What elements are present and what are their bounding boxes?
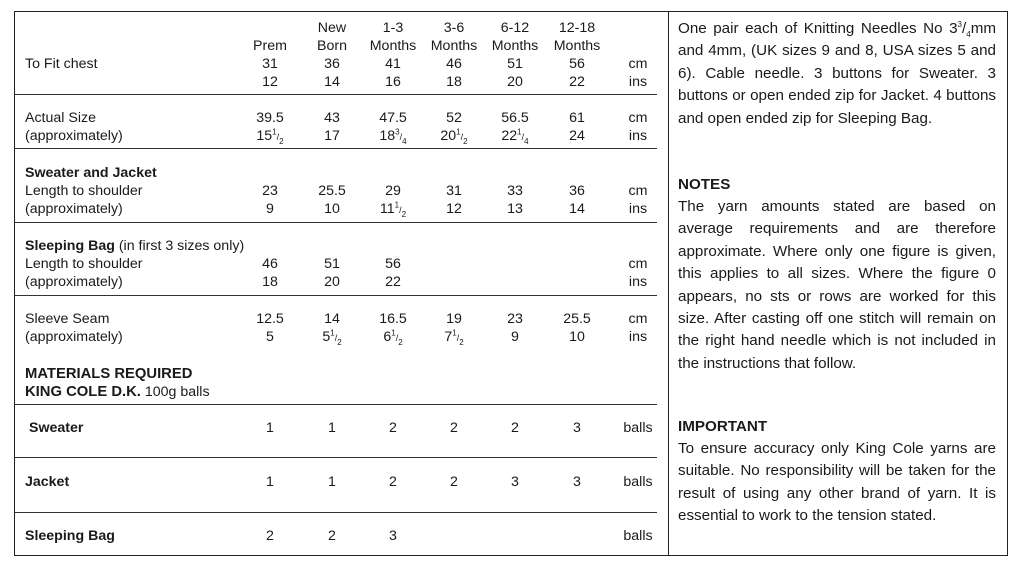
section-heading xyxy=(25,237,244,255)
cell xyxy=(238,328,302,346)
cell xyxy=(545,127,609,145)
yarn-label xyxy=(25,383,210,401)
size-header: 6-12 xyxy=(500,20,530,36)
fraction-slash: / xyxy=(276,132,280,142)
whole-number: 22 xyxy=(501,128,518,144)
fraction-denominator: 2 xyxy=(459,337,464,347)
cell: 46 xyxy=(262,256,278,272)
cell: 2 xyxy=(450,420,458,436)
row-divider xyxy=(14,512,657,513)
whole-number: 13 xyxy=(507,201,523,217)
cell xyxy=(361,328,425,347)
cell: 14 xyxy=(324,74,340,90)
cell xyxy=(361,200,425,219)
whole-number: 18 xyxy=(379,128,396,144)
whole-number: 10 xyxy=(569,329,585,345)
fraction-numerator: 1 xyxy=(391,328,396,338)
unit-label: ins xyxy=(628,201,648,217)
size-header: Months xyxy=(369,38,417,54)
cell: 18 xyxy=(262,274,278,290)
whole-number: 9 xyxy=(511,329,519,345)
size-header: Prem xyxy=(253,38,287,54)
cell: 33 xyxy=(507,183,523,199)
fraction-slash: / xyxy=(395,333,399,343)
needles-frac-den: 4 xyxy=(966,30,971,40)
whole-number: 5 xyxy=(266,329,274,345)
cell: 56 xyxy=(569,56,585,72)
cell: 51 xyxy=(324,256,340,272)
cell: 1 xyxy=(266,420,274,436)
whole-number: 14 xyxy=(569,201,585,217)
cell: 22 xyxy=(569,74,585,90)
cell xyxy=(545,328,609,346)
fraction-denominator: 2 xyxy=(398,337,403,347)
cell: 16 xyxy=(385,74,401,90)
row-label: Length to shoulder xyxy=(25,256,143,272)
fraction-numerator: 1 xyxy=(517,127,522,137)
cell: 20 xyxy=(324,274,340,290)
yarn-weight: 100g balls xyxy=(140,384,210,400)
cell: 2 xyxy=(266,528,274,544)
row-label: Sleeve Seam xyxy=(25,311,110,327)
materials-heading: MATERIALS REQUIRED xyxy=(25,366,193,382)
cell: 43 xyxy=(324,110,340,126)
row-divider xyxy=(14,94,657,95)
needles-text-a: One pair each of Knitting Needles No 3 xyxy=(678,20,958,37)
fraction-slash: / xyxy=(399,205,402,215)
whole-number: 7 xyxy=(444,329,453,345)
unit-label: cm xyxy=(628,183,648,199)
row-label: To Fit chest xyxy=(25,56,98,72)
cell xyxy=(422,328,486,347)
cell: 51 xyxy=(507,56,523,72)
whole-number: 9 xyxy=(266,201,274,217)
cell xyxy=(483,200,547,218)
cell: 23 xyxy=(262,183,278,199)
size-header: New xyxy=(317,20,347,36)
cell: 56.5 xyxy=(501,110,529,126)
cell: 25.5 xyxy=(563,311,591,327)
size-header: Months xyxy=(553,38,601,54)
cell: 1 xyxy=(266,474,274,490)
size-header: 3-6 xyxy=(443,20,465,36)
unit-label: ins xyxy=(628,329,648,345)
important-heading: IMPORTANT xyxy=(678,418,768,435)
row-divider xyxy=(14,295,657,296)
cell: 29 xyxy=(385,183,401,199)
cell: 41 xyxy=(385,56,401,72)
fraction-numerator: 1 xyxy=(452,328,457,338)
cell: 25.5 xyxy=(318,183,346,199)
cell xyxy=(422,200,486,218)
whole-number: 17 xyxy=(324,128,340,144)
cell xyxy=(483,127,547,146)
cell: 20 xyxy=(507,74,523,90)
size-header: Months xyxy=(430,38,478,54)
cell: 3 xyxy=(573,420,581,436)
cell: 1 xyxy=(328,474,336,490)
fraction-denominator: 2 xyxy=(463,136,468,146)
cell: 1 xyxy=(328,420,336,436)
row-divider xyxy=(14,404,657,405)
fraction-denominator: 2 xyxy=(337,337,342,347)
unit-label: balls xyxy=(623,474,653,490)
important-text: To ensure accuracy only King Cole yarns are suitable. No responsibility will be taken for the result of using any other brand of yarn. It is essential to work to the tension stated. xyxy=(678,440,996,525)
cell: 2 xyxy=(511,420,519,436)
cell xyxy=(300,127,364,145)
cell xyxy=(483,328,547,346)
cell: 16.5 xyxy=(379,311,407,327)
cell: 31 xyxy=(446,183,462,199)
cell: 47.5 xyxy=(379,110,407,126)
section-heading-note: (in first 3 sizes only) xyxy=(114,238,245,254)
cell: 61 xyxy=(569,110,585,126)
row-divider xyxy=(14,457,657,458)
material-item-name: Sweater xyxy=(29,420,84,436)
fraction-slash: / xyxy=(521,132,525,142)
whole-number: 5 xyxy=(322,329,331,345)
cell xyxy=(238,200,302,218)
row-divider xyxy=(14,222,657,223)
cell: 3 xyxy=(389,528,397,544)
fraction-numerator: 1 xyxy=(330,328,335,338)
unit-label: cm xyxy=(628,56,648,72)
cell: 52 xyxy=(446,110,462,126)
whole-number: 15 xyxy=(256,128,273,144)
size-header: 12-18 xyxy=(558,20,596,36)
cell xyxy=(300,328,364,347)
fraction-numerator: 3 xyxy=(395,127,400,137)
material-item-name: Jacket xyxy=(25,474,70,490)
cell: 14 xyxy=(324,311,340,327)
whole-number: 20 xyxy=(440,128,457,144)
whole-number: 6 xyxy=(383,329,392,345)
row-label: Length to shoulder xyxy=(25,183,143,199)
yarn-name: KING COLE D.K. xyxy=(25,384,141,400)
cell xyxy=(545,200,609,218)
notes-heading: NOTES xyxy=(678,176,731,193)
cell: 2 xyxy=(450,474,458,490)
size-header: 1-3 xyxy=(382,20,404,36)
cell: 39.5 xyxy=(256,110,284,126)
cell: 36 xyxy=(324,56,340,72)
cell: 3 xyxy=(573,474,581,490)
unit-label: cm xyxy=(628,256,648,272)
cell xyxy=(422,127,486,146)
unit-label: cm xyxy=(628,311,648,327)
unit-label: balls xyxy=(623,528,653,544)
fraction-denominator: 2 xyxy=(279,136,284,146)
fraction-numerator: 1 xyxy=(272,127,277,137)
cell: 22 xyxy=(385,274,401,290)
cell: 36 xyxy=(569,183,585,199)
cell xyxy=(238,127,302,146)
unit-label: ins xyxy=(628,274,648,290)
size-header: Born xyxy=(317,38,347,54)
cell: 12 xyxy=(262,74,278,90)
notes-text: The yarn amounts stated are based on average requirements and are therefore approximate. Where only one figure is given, this applies to all sizes. Where the figure 0 appears, no sts or rows are worked for this size. After casting off one stitch will remain on the right hand needle which is not included in the instructions that follow. xyxy=(678,198,996,372)
needles-frac-num: 3 xyxy=(957,19,962,29)
cell: 31 xyxy=(262,56,278,72)
section-heading: Sweater and Jacket xyxy=(25,165,157,181)
fraction-numerator: 1 xyxy=(456,127,461,137)
whole-number: 10 xyxy=(324,201,340,217)
row-sublabel: (approximately) xyxy=(25,329,123,345)
cell: 23 xyxy=(507,311,523,327)
section-heading-bold: Sleeping Bag xyxy=(25,238,115,254)
row-sublabel: (approximately) xyxy=(25,201,123,217)
whole-number: 12 xyxy=(446,201,462,217)
fraction-denominator: 4 xyxy=(524,136,529,146)
cell: 19 xyxy=(446,311,462,327)
cell: 2 xyxy=(328,528,336,544)
cell: 46 xyxy=(446,56,462,72)
row-sublabel: (approximately) xyxy=(25,128,123,144)
unit-label: cm xyxy=(628,110,648,126)
row-label: Actual Size xyxy=(25,110,96,126)
fraction-slash: / xyxy=(399,132,403,142)
unit-label: balls xyxy=(623,420,653,436)
cell: 2 xyxy=(389,420,397,436)
fraction-numerator: 1 xyxy=(394,200,400,210)
cell: 56 xyxy=(385,256,401,272)
needles-text-b: mm and 4mm, (UK sizes 9 and 8, USA sizes 5 and 6). Cable needle. 3 buttons for Sweater. 3 buttons or open ended zip for Jacket. 4 buttons and open ended zip for Sleeping Bag. xyxy=(678,20,996,127)
unit-label: ins xyxy=(628,128,648,144)
material-item-name: Sleeping Bag xyxy=(25,528,115,544)
needles-paragraph: One pair each of Knitting Needles No $3^3/_4mm$ and 4mm, (UK sizes 9 and 8, USA sizes 5 and 6). Cable needle. 3 buttons for Sweater. 3 buttons or open ended zip for Jacket. 4 buttons and open ended zip for Sleeping Bag. xyxy=(678,19,996,127)
row-divider xyxy=(14,148,657,149)
cell: 3 xyxy=(511,474,519,490)
row-sublabel: (approximately) xyxy=(25,274,123,290)
fraction-slash: / xyxy=(460,132,464,142)
fraction-denominator: 4 xyxy=(402,136,407,146)
fraction-denominator: 2 xyxy=(401,209,407,219)
cell: 2 xyxy=(389,474,397,490)
whole-number: 11 xyxy=(379,201,395,217)
fraction-slash: / xyxy=(334,333,338,343)
cell xyxy=(300,200,364,218)
size-header: Months xyxy=(491,38,539,54)
unit-label: ins xyxy=(628,74,648,90)
cell: 18 xyxy=(446,74,462,90)
fraction-slash: / xyxy=(456,333,460,343)
whole-number: 24 xyxy=(569,128,585,144)
cell xyxy=(361,127,425,146)
cell: 12.5 xyxy=(256,311,284,327)
